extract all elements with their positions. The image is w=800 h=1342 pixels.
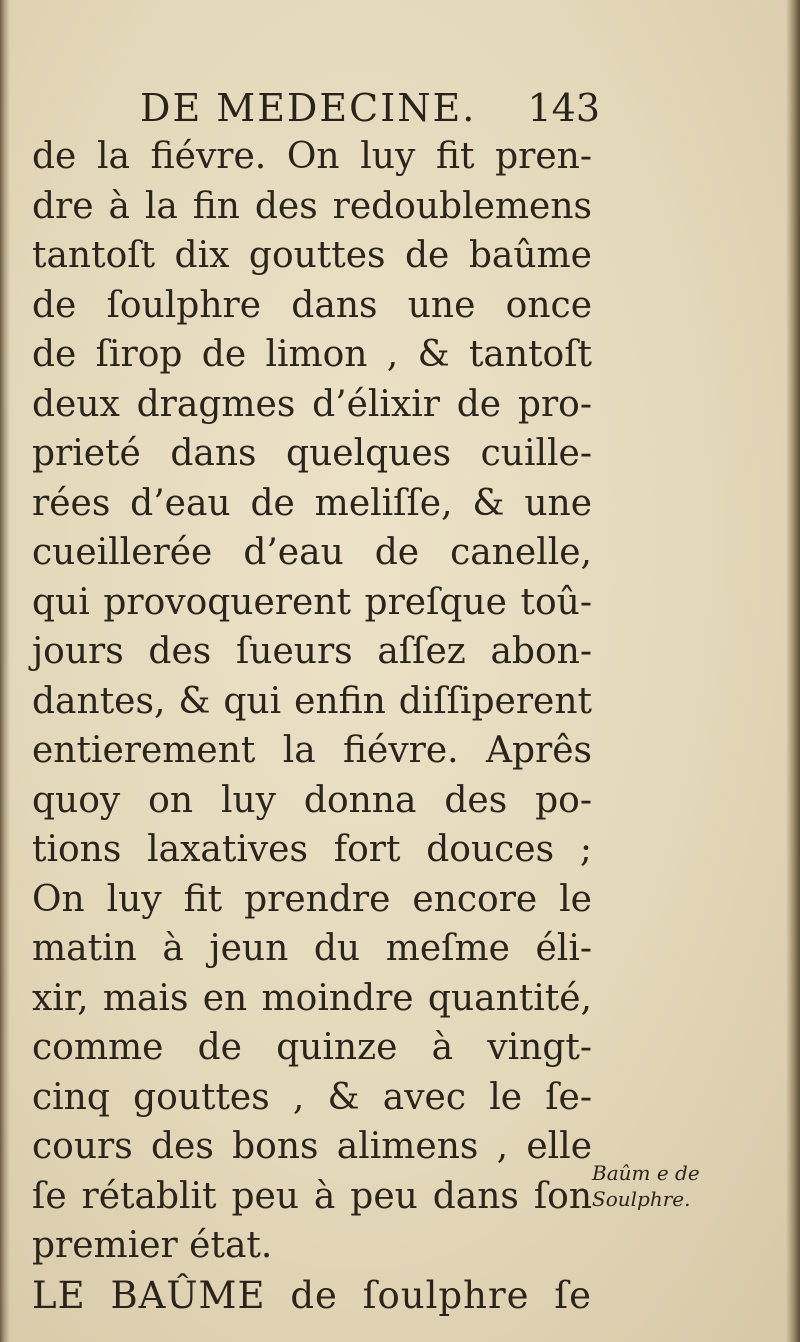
body-text [32,132,592,1320]
running-title: DE MEDECINE. [140,86,477,130]
page-left-edge [0,0,10,1342]
running-header [140,86,600,136]
text-line: qui provoquerent preſque toû- [32,581,592,623]
page-number: 143 [527,86,600,130]
text-line: matin à jeun du meſme éli- [32,928,592,969]
text-line: tantoſt dix gouttes de baûme [32,235,592,276]
text-line: On luy fit prendre encore le [32,878,592,920]
section-opening-line: LE BAÛME de ſoulphre ſe [32,1273,592,1317]
marginal-note-line: Baûm e de [592,1161,700,1185]
text-line: dre à la fin des redoublemens [32,185,592,227]
text-line: cinq gouttes , & avec le ſe- [32,1076,592,1118]
text-line: jours des ſueurs aſſez abon- [32,631,592,672]
text-line: xir, mais en moindre quantité, [32,977,592,1019]
text-line: dantes, & qui enfin diſſiperent [32,680,592,722]
text-line: cueillerée d’eau de canelle, [32,532,592,573]
text-line: quoy on luy donna des po- [32,779,592,821]
text-line: comme de quinze à vingt- [32,1027,592,1068]
text-line: premier état. [32,1225,273,1266]
text-line: deux dragmes d’élixir de pro- [32,383,592,425]
text-line: prieté dans quelques cuille- [32,433,592,474]
marginal-note [592,1160,742,1212]
text-line: rées d’eau de meliſſe, & une [32,482,592,524]
page-right-edge [786,0,800,1342]
text-line: de la fiévre. On luy fit pren- [32,136,592,177]
text-line: entierement la fiévre. Aprês [32,730,592,771]
text-line: tions laxatives fort douces ; [32,829,592,870]
marginal-note-line: Soulphre. [592,1187,691,1211]
text-line: ſe rétablit peu à peu dans ſon [32,1175,592,1217]
text-line: de ſoulphre dans une once [32,284,592,326]
text-line: de ſirop de limon , & tantoſt [32,334,592,375]
text-line: cours des bons alimens , elle [32,1126,592,1167]
